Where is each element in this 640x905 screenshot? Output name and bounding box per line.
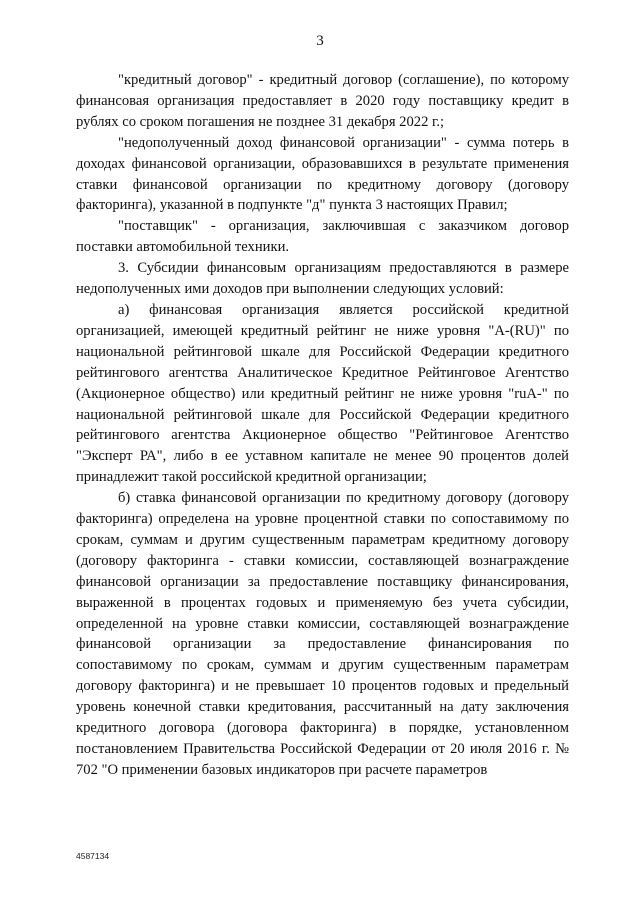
definition-credit-agreement: "кредитный договор" - кредитный договор (соглашение), по которому финансовая организация предоставляет в 2020 году поставщику кредит в рублях со сроком погашения не позднее 31 декабря 2022 г.;: [76, 72, 569, 130]
document-code: 4587134: [76, 851, 110, 861]
clause-3-intro: 3. Субсидии финансовым организациям предоставляются в размере недополученных ими доходов при выполнении следующих условий:: [76, 260, 569, 298]
clause-3-subpoint-b: б) ставка финансовой организации по кредитному договору (договору факторинга) определена на уровне процентной ставки по сопоставимому по срокам, суммам и другим существенным параметрам кредитному договору (договору факторинга - ставки комиссии, составляющей вознаграждение финансовой организации за предоставление поставщику финансирования, выраженной в процентах годовых и применяемую без учета субсидии, определенной на уровне ставки комиссии, составляющей вознаграждение финансовой организации за предоставление финансирования по сопоставимому по срокам, суммам и другим существенным параметрам договору факторинга) и не превышает 10 процентов годовых и предельный уровень конечной ставки кредитования, рассчитанный на дату заключения кредитного договора (договора факторинга) в порядке, установленном постановлением Правительства Российской Федерации от 20 июля 2016 г. № 702 "О применении базовых индикаторов при расчете параметров: [76, 490, 569, 778]
page-number: 3: [316, 33, 324, 49]
definition-lost-income: "недополученный доход финансовой организации" - сумма потерь в доходах финансовой организации, образовавшихся в результате применения ставки финансовой организации по кредитному договору (договору факторинга), указанной в подпункте "д" пункта 3 настоящих Правил;: [76, 134, 569, 214]
clause-3-subpoint-a: а) финансовая организация является российской кредитной организацией, имеющей кредитный рейтинг не ниже уровня "A-(RU)" по национальной рейтинговой шкале для Российской Федерации кредитного рейтингового агентства Аналитическое Кредитное Рейтинговое Агентство (Акционерное общество) или кредитный рейтинг не ниже уровня "ruA-" по национальной рейтинговой шкале для Российской Федерации кредитного рейтингового агентства Акционерное общество "Рейтинговое Агентство "Эксперт РА", либо в ее уставном капитале не менее 90 процентов долей принадлежит такой российской кредитной организации;: [76, 301, 569, 486]
definition-supplier: "поставщик" - организация, заключившая с заказчиком договор поставки автомобильной техники.: [76, 218, 569, 256]
document-body: [76, 70, 569, 781]
